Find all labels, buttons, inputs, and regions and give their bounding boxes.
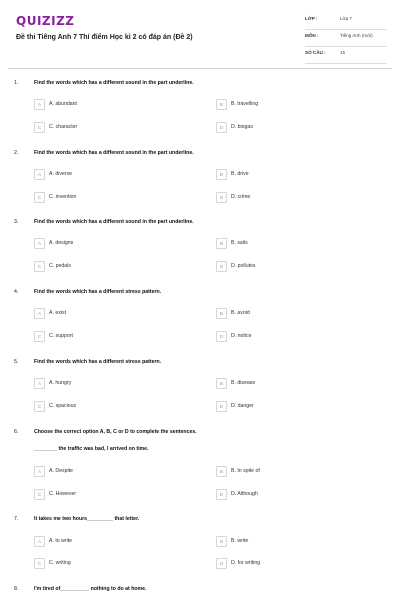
option-text: C. However [49, 491, 77, 497]
meta-key: SỐ CÂU : [305, 50, 326, 55]
meta-value: Tiếng Anh (mới) [340, 33, 373, 38]
option-letter-box: B [216, 169, 227, 180]
option-letter-box: A [34, 466, 45, 477]
option-letter-box: C [34, 192, 45, 203]
option-text: A. hungry [49, 380, 72, 386]
option-letter-box: A [34, 169, 45, 180]
option-letter-box: D [216, 122, 227, 133]
question-text: Find the words which has a different sound in the part underline. [34, 80, 194, 86]
option-text: A. designs [49, 240, 74, 246]
option-text: A. diverse [49, 171, 73, 177]
question-text: Find the words which has a different sound in the part underline. [34, 150, 194, 156]
question-number: 5. [14, 359, 19, 365]
meta-value: Lớp 7 [340, 16, 352, 21]
option-text: D. pollutes [231, 263, 256, 269]
option-letter-box: D [216, 558, 227, 569]
option-text: B. sails [231, 240, 248, 246]
option-text: C. character [49, 124, 78, 130]
option-letter-box: A [34, 99, 45, 110]
option-text: D. crime [231, 194, 251, 200]
meta-key: MÔN : [305, 33, 319, 38]
option-letter-box: D [216, 489, 227, 500]
option-text: C. writing [49, 560, 71, 566]
option-letter-box: C [34, 489, 45, 500]
option-text: B. In spite of [231, 468, 260, 474]
question-sentence: ________ the traffic was bad, I arrived on time. [34, 446, 149, 452]
meta-value: 15 [340, 50, 346, 55]
option-letter-box: A [34, 536, 45, 547]
document-title: Đề thi Tiếng Anh 7 Thí điểm Học kì 2 có đáp án (Đề 2) [16, 34, 193, 41]
option-letter-box: C [34, 401, 45, 412]
question-number: 3. [14, 219, 19, 225]
option-text: D. biogas [231, 124, 253, 130]
question-number: 7. [14, 516, 19, 522]
option-letter-box: C [34, 261, 45, 272]
question-text: Choose the correct option A, B, C or D to complete the sentences. [34, 429, 197, 435]
meta-key: LỚP : [305, 16, 318, 21]
header-divider [8, 68, 392, 69]
question-text: Find the words which has a different stress pattern. [34, 289, 162, 295]
option-letter-box: D [216, 261, 227, 272]
option-text: B. write [231, 538, 249, 544]
option-text: B. disease [231, 380, 256, 386]
option-letter-box: B [216, 536, 227, 547]
option-letter-box: A [34, 238, 45, 249]
option-letter-box: B [216, 308, 227, 319]
question-number: 8. [14, 586, 19, 592]
option-letter-box: C [34, 331, 45, 342]
option-text: C. invention [49, 194, 77, 200]
option-letter-box: C [34, 122, 45, 133]
option-text: D. notice [231, 333, 252, 339]
option-text: B. drive [231, 171, 249, 177]
option-letter-box: B [216, 378, 227, 389]
question-text: I'm tired of__________ nothing to do at home. [34, 586, 147, 592]
question-text: It takes me two hours_________ that letter. [34, 516, 140, 522]
quiz-header [0, 0, 400, 74]
question-number: 2. [14, 150, 19, 156]
option-text: A. abundant [49, 101, 77, 107]
option-text: D. Although [231, 491, 258, 497]
option-letter-box: B [216, 238, 227, 249]
meta-row-count [305, 46, 387, 64]
option-text: A. to write [49, 538, 73, 544]
option-text: C. pedals [49, 263, 71, 269]
option-text: A. Despite [49, 468, 73, 474]
option-text: D. danger [231, 403, 254, 409]
option-letter-box: B [216, 466, 227, 477]
question-number: 1. [14, 80, 19, 86]
option-text: C. spacious [49, 403, 77, 409]
option-letter-box: B [216, 99, 227, 110]
option-text: A. exist [49, 310, 67, 316]
meta-row-class [305, 12, 387, 30]
question-text: Find the words which has a different sound in the part underline. [34, 219, 194, 225]
option-letter-box: C [34, 558, 45, 569]
question-number: 4. [14, 289, 19, 295]
question-text: Find the words which has a different stress pattern. [34, 359, 162, 365]
option-letter-box: D [216, 331, 227, 342]
option-letter-box: A [34, 308, 45, 319]
option-letter-box: D [216, 401, 227, 412]
option-text: B. travelling [231, 101, 259, 107]
quizizz-logo: QUIZIZZ [16, 14, 75, 28]
option-text: C. support [49, 333, 73, 339]
option-letter-box: D [216, 192, 227, 203]
option-text: D. for writing [231, 560, 261, 566]
option-text: B. avoid [231, 310, 250, 316]
option-letter-box: A [34, 378, 45, 389]
question-number: 6. [14, 429, 19, 435]
meta-row-subject [305, 29, 387, 47]
